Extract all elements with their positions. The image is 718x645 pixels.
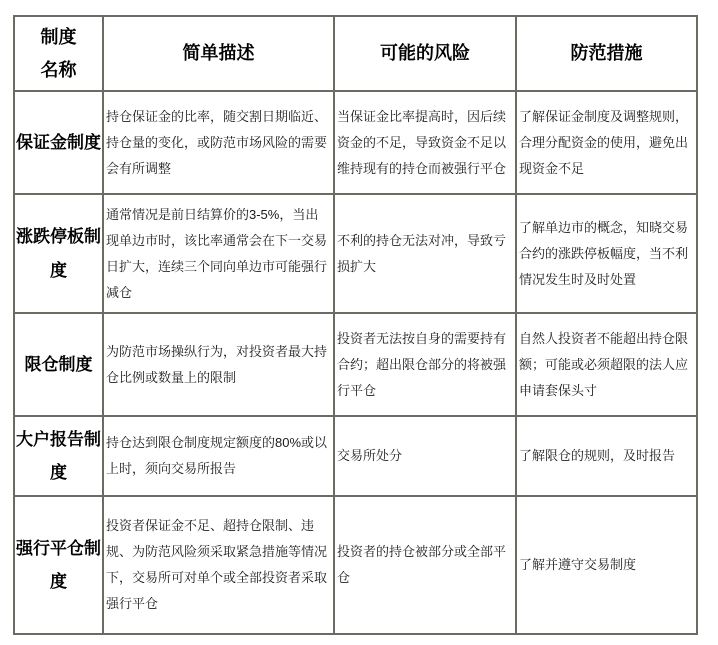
cell-system-name: 涨跌停板制度 bbox=[14, 194, 103, 313]
cell-risk: 投资者无法按自身的需要持有合约；超出限仓部分的将被强行平仓 bbox=[334, 313, 516, 416]
header-system-name-label: 制度名称 bbox=[40, 27, 77, 80]
cell-prevention: 自然人投资者不能超出持仓限额；可能或必须超限的法人应申请套保头寸 bbox=[516, 313, 697, 416]
cell-prevention: 了解并遵守交易制度 bbox=[516, 496, 697, 634]
header-prevention-measures: 防范措施 bbox=[516, 16, 697, 91]
futures-risk-control-table bbox=[13, 15, 698, 635]
cell-prevention: 了解单边市的概念，知晓交易合约的涨跌停板幅度，当不利情况发生时及时处置 bbox=[516, 194, 697, 313]
table-row-forced-liquidation-system bbox=[14, 496, 697, 634]
header-possible-risk: 可能的风险 bbox=[334, 16, 516, 91]
header-system-name bbox=[14, 16, 103, 91]
table-row-price-limit-system bbox=[14, 194, 697, 313]
table-row-margin-system bbox=[14, 91, 697, 194]
cell-risk: 当保证金比率提高时，因后续资金的不足，导致资金不足以维持现有的持仓而被强行平仓 bbox=[334, 91, 516, 194]
cell-system-name: 强行平仓制度 bbox=[14, 496, 103, 634]
cell-description: 持仓保证金的比率，随交割日期临近、持仓量的变化，或防范市场风险的需要会有所调整 bbox=[103, 91, 334, 194]
header-description: 简单描述 bbox=[103, 16, 334, 91]
table-header-row bbox=[14, 16, 697, 91]
cell-system-name: 限仓制度 bbox=[14, 313, 103, 416]
cell-prevention: 了解限仓的规则，及时报告 bbox=[516, 416, 697, 496]
cell-description: 持仓达到限仓制度规定额度的80%或以上时，须向交易所报告 bbox=[103, 416, 334, 496]
cell-description: 投资者保证金不足、超持仓限制、违规、为防范风险须采取紧急措施等情况下，交易所可对单个或全部投资者采取强行平仓 bbox=[103, 496, 334, 634]
cell-description: 通常情况是前日结算价的3-5%，当出现单边市时，该比率通常会在下一交易日扩大，连续三个同向单边市可能强行减仓 bbox=[103, 194, 334, 313]
cell-risk: 交易所处分 bbox=[334, 416, 516, 496]
cell-description: 为防范市场操纵行为，对投资者最大持仓比例或数量上的限制 bbox=[103, 313, 334, 416]
cell-prevention: 了解保证金制度及调整规则，合理分配资金的使用，避免出现资金不足 bbox=[516, 91, 697, 194]
cell-risk: 投资者的持仓被部分或全部平仓 bbox=[334, 496, 516, 634]
page bbox=[13, 15, 698, 635]
table-row-large-position-report-system bbox=[14, 416, 697, 496]
cell-system-name: 保证金制度 bbox=[14, 91, 103, 194]
cell-risk: 不利的持仓无法对冲，导致亏损扩大 bbox=[334, 194, 516, 313]
cell-system-name: 大户报告制度 bbox=[14, 416, 103, 496]
table-row-position-limit-system bbox=[14, 313, 697, 416]
